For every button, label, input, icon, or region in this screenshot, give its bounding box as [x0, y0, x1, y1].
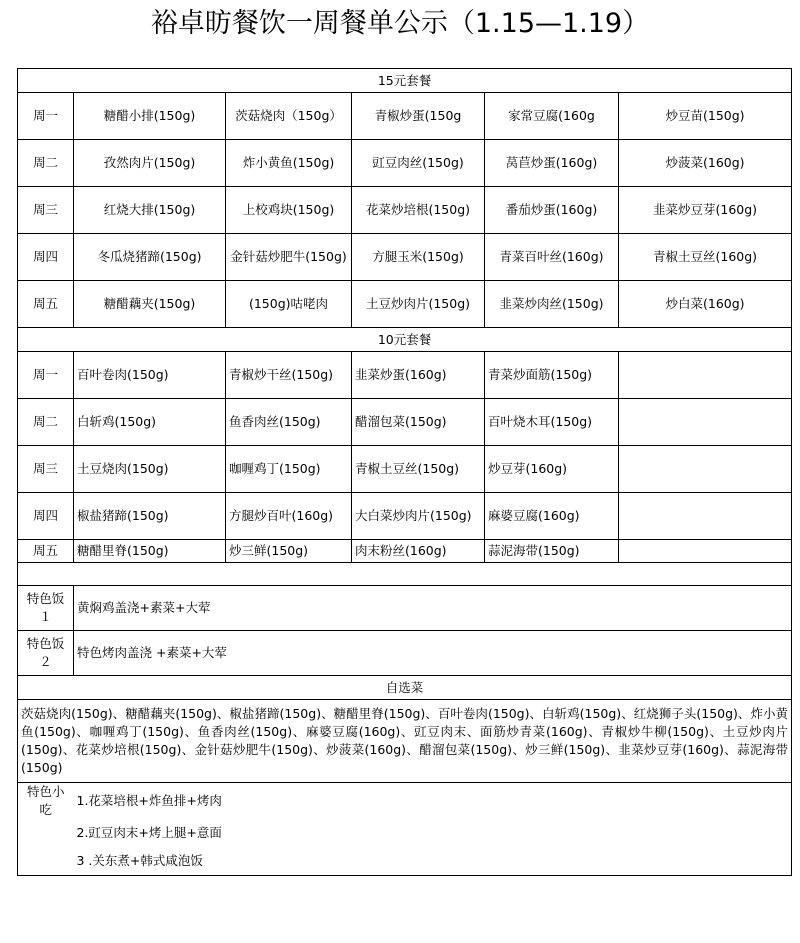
special-text: 黄焖鸡盖浇+素菜+大荤 — [74, 586, 792, 631]
dish-cell: 大白菜炒肉片(150g) — [352, 493, 485, 540]
dish-cell: 土豆炒肉片(150g) — [352, 281, 485, 328]
day-label: 周四 — [18, 234, 74, 281]
snack-row-2 — [18, 819, 792, 847]
dish-cell: 百叶烧木耳(150g) — [485, 399, 619, 446]
dish-cell: 韭菜炒肉丝(150g) — [485, 281, 619, 328]
dish-cell: 炒三鲜(150g) — [226, 540, 352, 563]
dish-cell: 上校鸡块(150g) — [226, 187, 352, 234]
dish-cell: 糖醋小排(150g) — [74, 93, 226, 140]
dish-cell: 糖醋藕夹(150g) — [74, 281, 226, 328]
dish-cell: 方腿玉米(150g) — [352, 234, 485, 281]
day-label: 周三 — [18, 187, 74, 234]
day-label: 周四 — [18, 493, 74, 540]
set10-row-thu — [18, 493, 792, 540]
dish-cell: 土豆烧肉(150g) — [74, 446, 226, 493]
day-label: 周二 — [18, 399, 74, 446]
set15-row-fri — [18, 281, 792, 328]
dish-cell: 青菜百叶丝(160g) — [485, 234, 619, 281]
empty-cell — [619, 446, 792, 493]
dish-cell: 豇豆肉丝(150g) — [352, 140, 485, 187]
special-text: 特色烤肉盖浇 +素菜+大荤 — [74, 631, 792, 676]
dish-cell: 青椒土豆丝(160g) — [619, 234, 792, 281]
dish-cell: 家常豆腐(160g — [485, 93, 619, 140]
snack-item: 1.花菜培根+炸鱼排+烤肉 — [74, 783, 792, 820]
snack-label-spacer — [18, 847, 74, 876]
dish-cell: 咖喱鸡丁(150g) — [226, 446, 352, 493]
day-label: 周一 — [18, 93, 74, 140]
dish-cell: 金针菇炒肥牛(150g) — [226, 234, 352, 281]
dish-cell: 椒盐猪蹄(150g) — [74, 493, 226, 540]
dish-cell: 百叶卷肉(150g) — [74, 352, 226, 399]
special-label: 特色饭２ — [18, 631, 74, 676]
day-label: 周三 — [18, 446, 74, 493]
empty-cell — [619, 352, 792, 399]
dish-cell: 肉末粉丝(160g) — [352, 540, 485, 563]
dish-cell: 莴苣炒蛋(160g) — [485, 140, 619, 187]
dish-cell: 炸小黄鱼(150g) — [226, 140, 352, 187]
snack-row-3 — [18, 847, 792, 876]
day-label: 周二 — [18, 140, 74, 187]
snack-label-spacer — [18, 819, 74, 847]
self-select-header: 自选菜 — [18, 676, 792, 700]
dish-cell: 麻婆豆腐(160g) — [485, 493, 619, 540]
page-title: 裕卓昉餐饮一周餐单公示（1.15—1.19） — [150, 8, 650, 39]
dish-cell: 鱼香肉丝(150g) — [226, 399, 352, 446]
empty-cell — [619, 540, 792, 563]
dish-cell: 茨菇烧肉（150g） — [226, 93, 352, 140]
dish-cell: 红烧大排(150g) — [74, 187, 226, 234]
dish-cell: 青椒炒干丝(150g) — [226, 352, 352, 399]
dish-cell: 韭菜炒蛋(160g) — [352, 352, 485, 399]
set10-row-tue — [18, 399, 792, 446]
special-label: 特色饭１ — [18, 586, 74, 631]
dish-cell: 花菜炒培根(150g) — [352, 187, 485, 234]
dish-cell: 青椒炒蛋(150g — [352, 93, 485, 140]
snack-label: 特色小吃 — [18, 783, 74, 820]
dish-cell: 番茄炒蛋(160g) — [485, 187, 619, 234]
snack-row-1 — [18, 783, 792, 820]
dish-cell: 糖醋里脊(150g) — [74, 540, 226, 563]
dish-cell: 炒菠菜(160g) — [619, 140, 792, 187]
day-label: 周一 — [18, 352, 74, 399]
special-row-2 — [18, 631, 792, 676]
dish-cell: 青菜炒面筋(150g) — [485, 352, 619, 399]
set10-header: 10元套餐 — [18, 328, 792, 352]
dish-cell: 炒白菜(160g) — [619, 281, 792, 328]
set15-header: 15元套餐 — [18, 69, 792, 93]
set10-row-fri — [18, 540, 792, 563]
dish-cell: 炒豆芽(160g) — [485, 446, 619, 493]
empty-cell — [619, 399, 792, 446]
set15-row-wed — [18, 187, 792, 234]
dish-cell: 蒜泥海带(150g) — [485, 540, 619, 563]
set15-row-mon — [18, 93, 792, 140]
dish-cell: 孜然肉片(150g) — [74, 140, 226, 187]
special-row-1 — [18, 586, 792, 631]
empty-cell — [619, 493, 792, 540]
dish-cell: 醋溜包菜(150g) — [352, 399, 485, 446]
day-label: 周五 — [18, 540, 74, 563]
blank-row — [18, 563, 792, 586]
dish-cell: 白斩鸡(150g) — [74, 399, 226, 446]
dish-cell: 炒豆苗(150g) — [619, 93, 792, 140]
menu-table — [17, 68, 792, 876]
dish-cell: 方腿炒百叶(160g) — [226, 493, 352, 540]
set10-row-wed — [18, 446, 792, 493]
snack-item: 2.豇豆肉末+烤上腿+意面 — [74, 819, 792, 847]
set15-row-tue — [18, 140, 792, 187]
snack-item: 3 .关东煮+韩式咸泡饭 — [74, 847, 792, 876]
dish-cell: 青椒土豆丝(150g) — [352, 446, 485, 493]
dish-cell: 韭菜炒豆芽(160g) — [619, 187, 792, 234]
dish-cell: 冬瓜烧猪蹄(150g) — [74, 234, 226, 281]
self-select-list: 茨菇烧肉(150g)、糖醋藕夹(150g)、椒盐猪蹄(150g)、糖醋里脊(150g)、百叶卷肉(150g)、白斩鸡(150g)、红烧狮子头(150g)、炸小黄鱼(150g)、咖喱鸡丁(150g)、鱼香肉丝(150g)、麻婆豆腐(160g)、豇豆肉末、面筋炒青菜(160g)、青椒炒牛柳(150g)、土豆炒肉片(150g)、花菜炒培根(150g)、金针菇炒肥牛(150g)、炒菠菜(160g)、醋溜包菜(150g)、炒三鲜(150g)、韭菜炒豆芽(160g)、蒜泥海带(150g) — [18, 700, 792, 783]
day-label: 周五 — [18, 281, 74, 328]
set15-row-thu — [18, 234, 792, 281]
dish-cell: (150g)咕咾肉 — [226, 281, 352, 328]
set10-row-mon — [18, 352, 792, 399]
